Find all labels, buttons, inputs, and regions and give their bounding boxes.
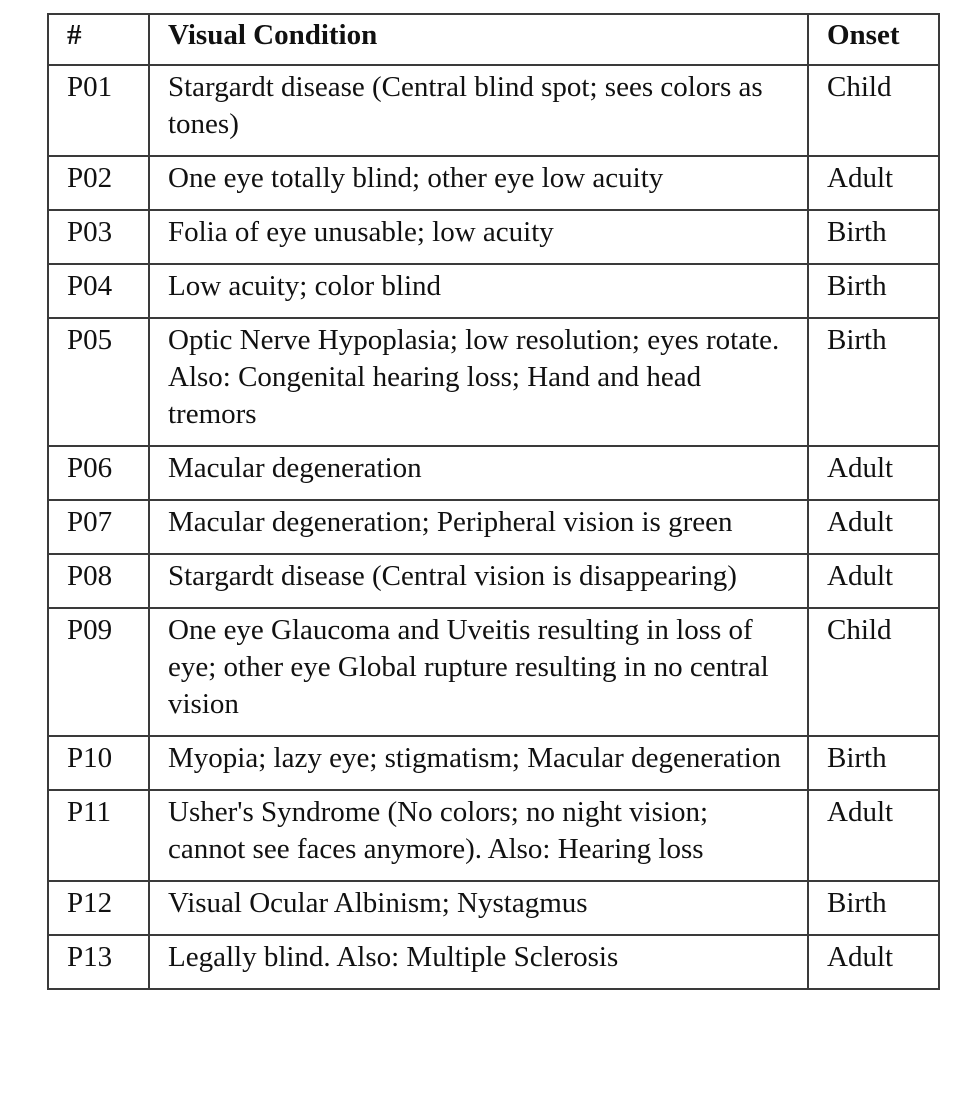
visual-condition: Legally blind. Also: Multiple Sclerosis [149, 935, 808, 989]
table-row [48, 156, 939, 210]
table-row [48, 790, 939, 881]
header-onset: Onset [808, 14, 939, 65]
onset: Birth [808, 264, 939, 318]
onset: Adult [808, 500, 939, 554]
participant-id: P03 [48, 210, 149, 264]
participant-id: P11 [48, 790, 149, 881]
onset: Adult [808, 790, 939, 881]
participant-id: P05 [48, 318, 149, 446]
visual-condition: Macular degeneration [149, 446, 808, 500]
header-visual-condition: Visual Condition [149, 14, 808, 65]
visual-condition: Visual Ocular Albinism; Nystagmus [149, 881, 808, 935]
table-header-row [48, 14, 939, 65]
visual-condition: Optic Nerve Hypoplasia; low resolution; eyes rotate. Also: Congenital hearing loss; Hand and head tremors [149, 318, 808, 446]
visual-condition: Stargardt disease (Central vision is disappearing) [149, 554, 808, 608]
table-row [48, 935, 939, 989]
participant-id: P07 [48, 500, 149, 554]
onset: Birth [808, 210, 939, 264]
visual-condition: Low acuity; color blind [149, 264, 808, 318]
participant-id: P01 [48, 65, 149, 156]
participant-id: P08 [48, 554, 149, 608]
participant-id: P06 [48, 446, 149, 500]
visual-condition: Macular degeneration; Peripheral vision is green [149, 500, 808, 554]
visual-conditions-table [47, 13, 940, 990]
participant-id: P04 [48, 264, 149, 318]
visual-condition: Myopia; lazy eye; stigmatism; Macular degeneration [149, 736, 808, 790]
table-row [48, 881, 939, 935]
table-row [48, 318, 939, 446]
visual-condition: One eye totally blind; other eye low acuity [149, 156, 808, 210]
visual-condition: Stargardt disease (Central blind spot; sees colors as tones) [149, 65, 808, 156]
table-row [48, 608, 939, 736]
participant-id: P09 [48, 608, 149, 736]
participant-id: P12 [48, 881, 149, 935]
onset: Adult [808, 446, 939, 500]
onset: Adult [808, 156, 939, 210]
onset: Birth [808, 318, 939, 446]
table-row [48, 264, 939, 318]
onset: Child [808, 608, 939, 736]
table-row [48, 500, 939, 554]
table-row [48, 210, 939, 264]
participant-id: P02 [48, 156, 149, 210]
participant-id: P13 [48, 935, 149, 989]
onset: Birth [808, 736, 939, 790]
table-row [48, 446, 939, 500]
onset: Child [808, 65, 939, 156]
header-id: # [48, 14, 149, 65]
participant-id: P10 [48, 736, 149, 790]
table-row [48, 65, 939, 156]
onset: Birth [808, 881, 939, 935]
onset: Adult [808, 554, 939, 608]
visual-condition: Usher's Syndrome (No colors; no night vision; cannot see faces anymore). Also: Hearing loss [149, 790, 808, 881]
visual-condition: Folia of eye unusable; low acuity [149, 210, 808, 264]
table-row [48, 554, 939, 608]
visual-condition: One eye Glaucoma and Uveitis resulting in loss of eye; other eye Global rupture resulting in no central vision [149, 608, 808, 736]
table-row [48, 736, 939, 790]
onset: Adult [808, 935, 939, 989]
